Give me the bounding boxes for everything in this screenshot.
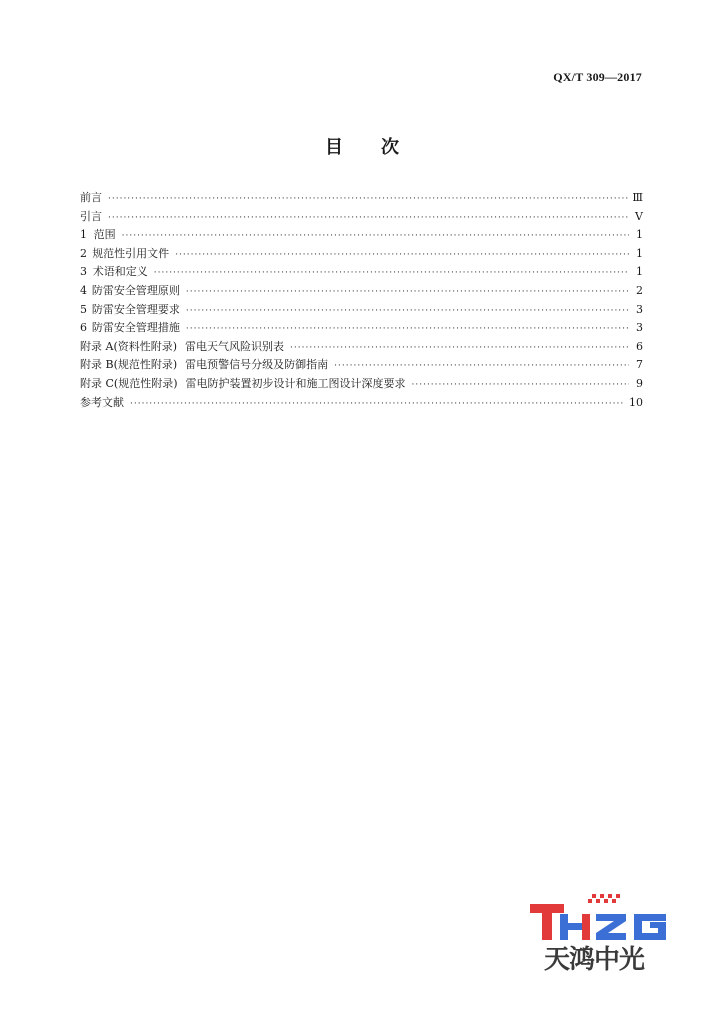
watermark-logo [530,886,670,976]
toc-entry-label: 雷电防护装置初步设计和施工图设计深度要求 [185,376,406,390]
toc-entry-page: 1 [636,228,643,242]
toc-leader-dots [175,246,629,265]
page-title [0,133,724,159]
toc-leader-dots [122,227,629,246]
watermark-text: 天鸿中光 [544,945,645,975]
toc-leader-dots [108,190,628,209]
toc-leader-dots [108,209,629,228]
toc-entry-page: 3 [636,321,643,335]
toc-entry-label: 前言 [80,191,102,204]
toc-leader-dots [186,320,629,339]
toc-entry-label: 防雷安全管理措施 [91,321,180,335]
toc-entry-label: 防雷安全管理要求 [91,302,180,316]
toc-leader-dots [154,264,629,283]
toc-entry-page: 6 [636,339,643,353]
table-of-contents [80,189,643,412]
toc-entry-page: Ⅲ [632,191,643,204]
toc-entry-number: 5 [80,302,87,316]
toc-appendix-tag: 附录 B(规范性附录) [80,358,178,372]
toc-entry-4[interactable] [80,282,643,301]
toc-entry-foreword[interactable] [80,189,643,208]
standard-code: QX/T 309—2017 [553,70,642,84]
toc-entry-label: 雷电天气风险识别表 [185,339,285,353]
toc-entry-2[interactable] [80,245,643,264]
toc-entry-label: 参考文献 [80,395,124,409]
toc-entry-number: 6 [80,321,87,335]
toc-appendix-tag: 附录 C(规范性附录) [80,376,178,390]
toc-entry-label: 术语和定义 [92,265,148,279]
toc-leader-dots [186,302,629,321]
thzg-logo-icon [530,894,670,940]
toc-entry-label: 范围 [93,228,116,242]
toc-entry-page: 1 [636,265,643,279]
toc-entry-label: 防雷安全管理原则 [91,283,180,297]
toc-entry-appendix-b[interactable] [80,356,643,375]
page-title-char-2: 次 [381,137,399,158]
toc-entry-page: 3 [636,302,643,316]
toc-entry-number: 3 [80,265,87,279]
toc-entry-number: 4 [80,283,87,297]
toc-leader-dots [130,395,625,414]
page-title-char-1: 目 [325,137,343,158]
toc-entry-6[interactable] [80,319,643,338]
toc-entry-appendix-a[interactable] [80,338,643,357]
toc-entry-page: 1 [636,246,643,260]
toc-entry-page: 9 [636,376,643,390]
toc-entry-label: 规范性引用文件 [92,246,170,260]
toc-entry-page: Ⅴ [635,209,643,223]
toc-appendix-tag: 附录 A(资料性附录) [80,339,178,353]
toc-entry-3[interactable] [80,263,643,282]
toc-entry-label: 引言 [80,209,102,223]
toc-entry-number: 2 [80,246,87,260]
toc-entry-page: 7 [636,358,643,372]
toc-entry-number: 1 [80,228,87,242]
toc-entry-page: 2 [636,283,643,297]
toc-entry-5[interactable] [80,301,643,320]
toc-entry-introduction[interactable] [80,208,643,227]
toc-entry-label: 雷电预警信号分级及防御指南 [185,358,329,372]
toc-entry-appendix-c[interactable] [80,375,643,394]
toc-entry-1[interactable] [80,226,643,245]
toc-leader-dots [186,283,629,302]
toc-leader-dots [412,376,630,395]
toc-entry-references[interactable] [80,394,643,413]
toc-leader-dots [334,357,629,376]
toc-entry-page: 10 [629,395,643,409]
toc-leader-dots [290,339,629,358]
